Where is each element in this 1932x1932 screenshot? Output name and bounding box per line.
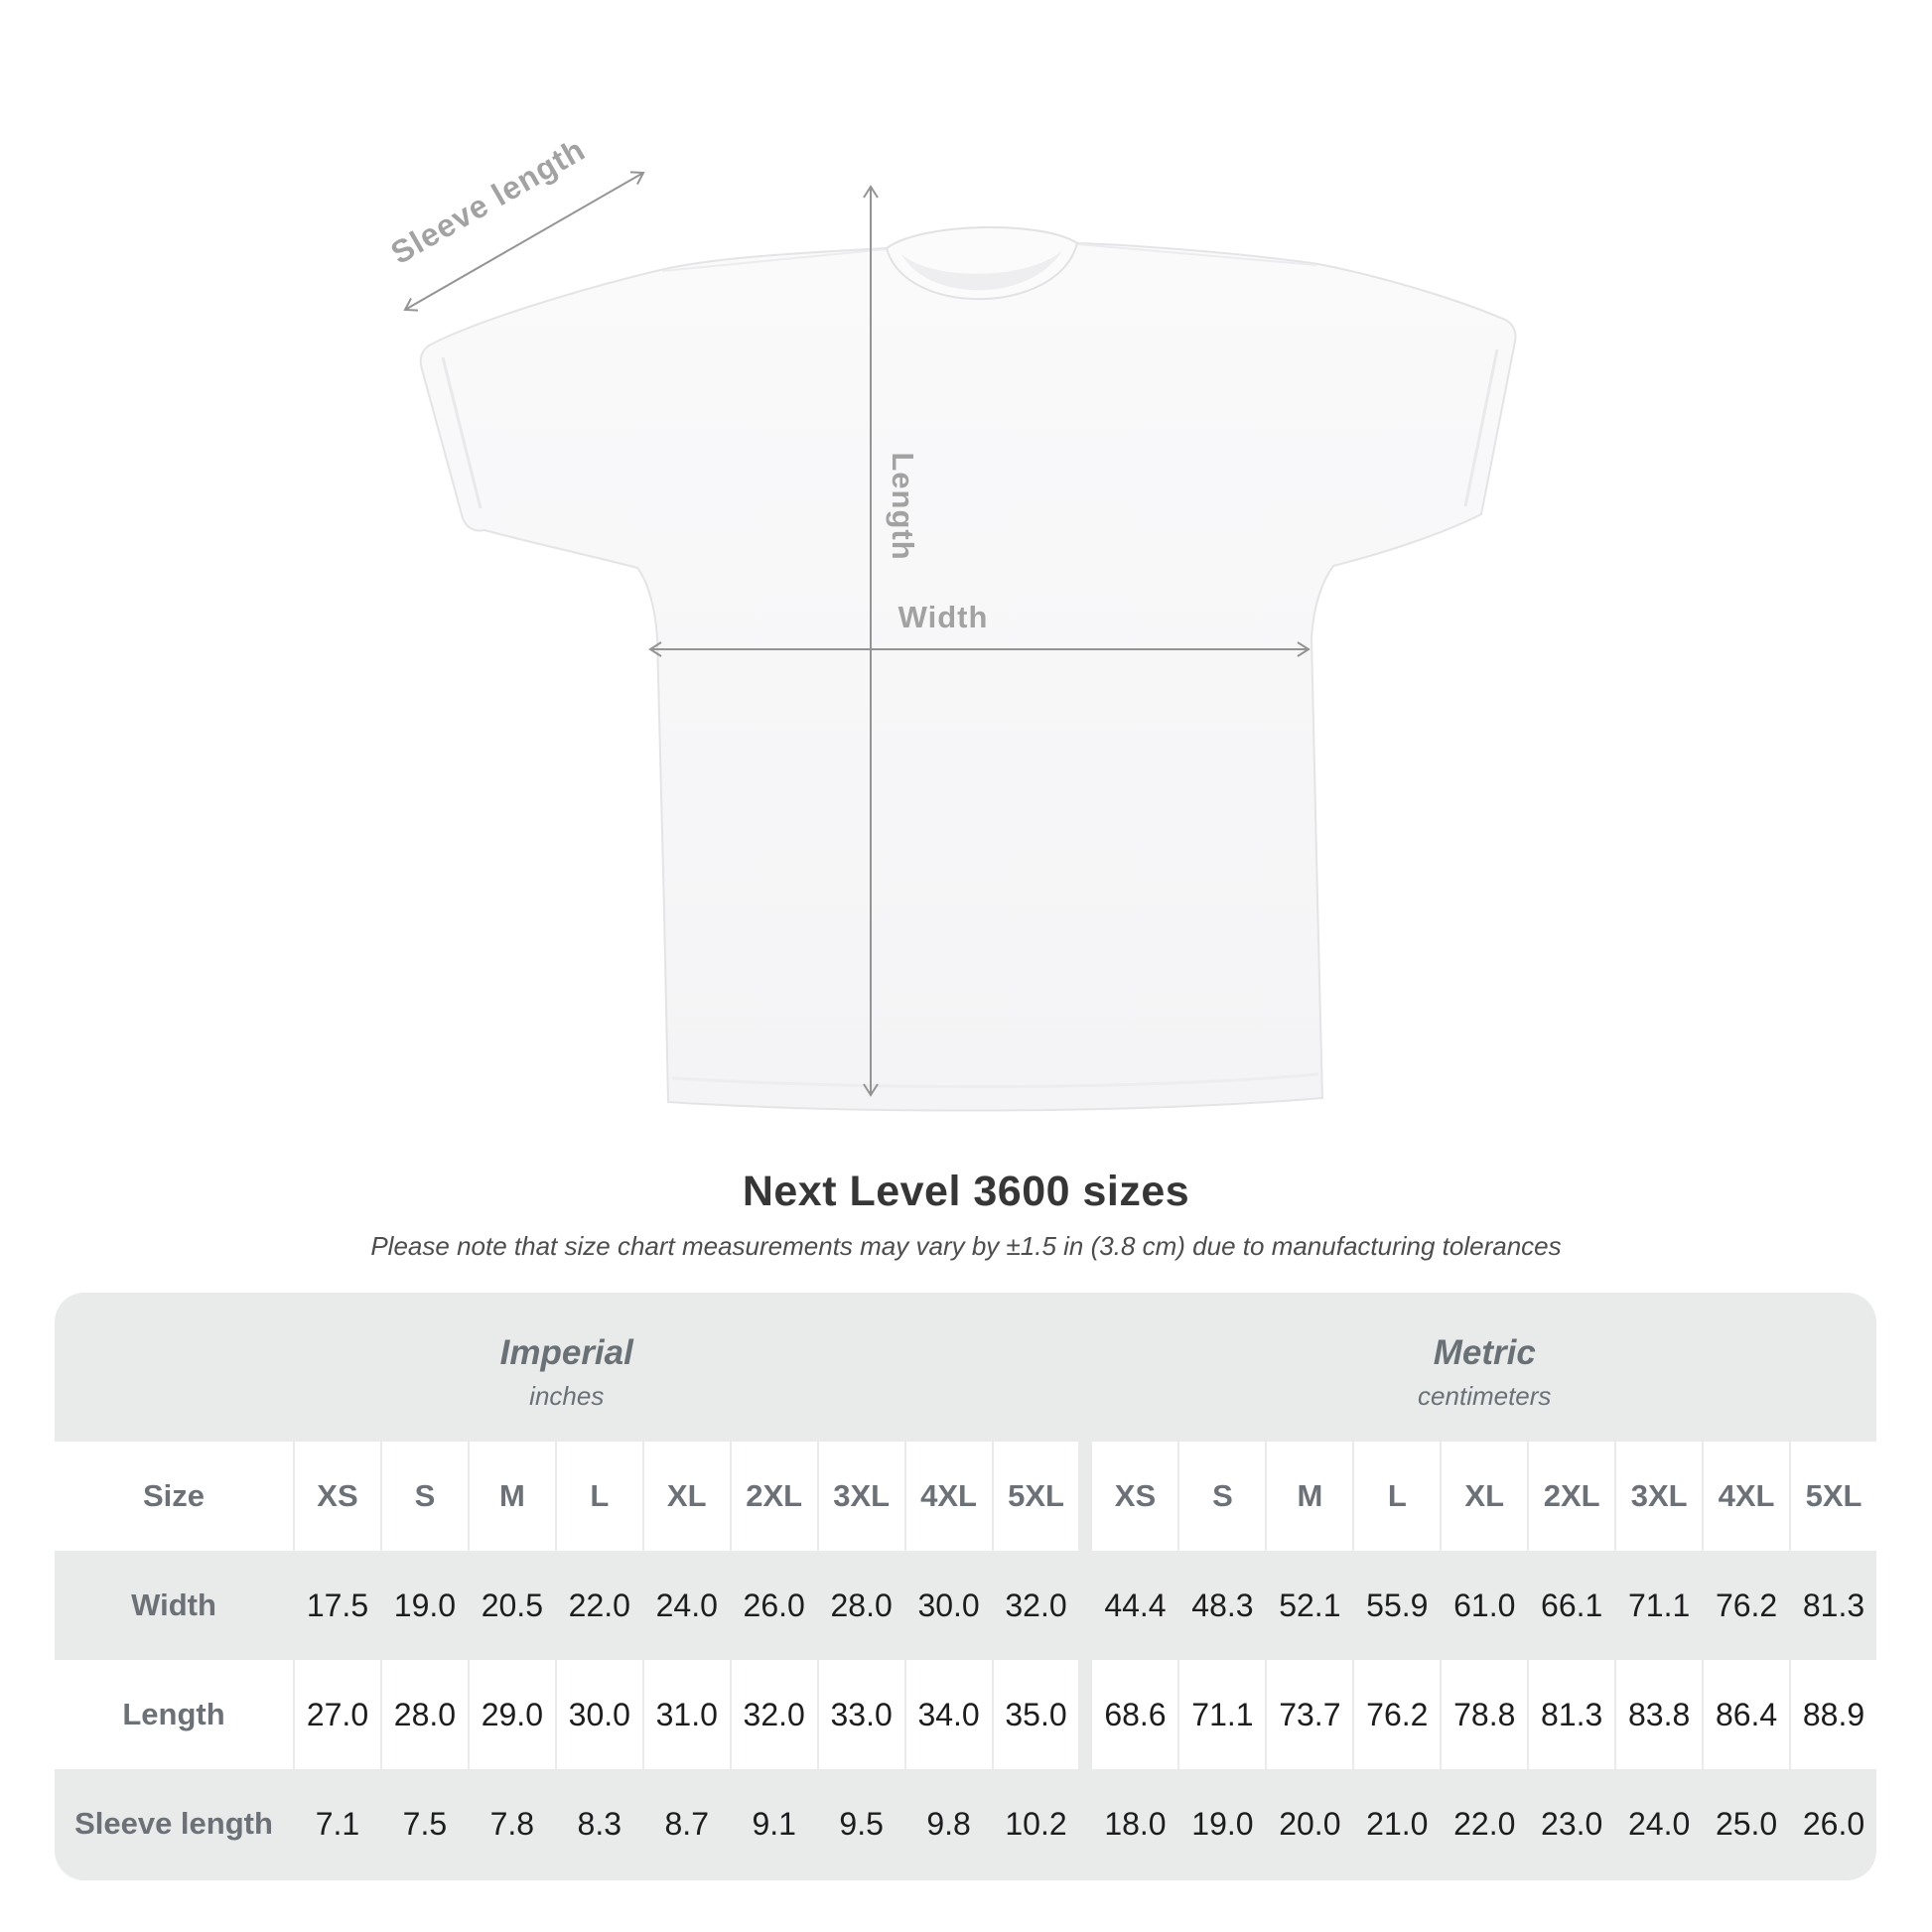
length-imperial-value: 30.0: [557, 1660, 642, 1769]
page-title: Next Level 3600 sizes: [742, 1168, 1190, 1215]
imperial-group-header: [55, 1293, 1079, 1442]
tolerance-note: Please note that size chart measurements may vary by ±1.5 in (3.8 cm) due to manufacturing tolerances: [370, 1231, 1562, 1261]
width-row-label: Width: [131, 1587, 216, 1622]
size-col-metric-l: L: [1354, 1442, 1440, 1551]
sleeve-imperial-value: 7.8: [489, 1805, 535, 1842]
sleeve-imperial-value: 9.1: [752, 1805, 796, 1842]
width-imperial-value: 22.0: [568, 1587, 630, 1623]
width-imperial-value: 28.0: [830, 1587, 893, 1623]
size-col-imperial-s: S: [382, 1442, 468, 1551]
imperial-unit: inches: [529, 1380, 605, 1411]
size-col-imperial-5xl: 5XL: [994, 1442, 1079, 1551]
sleeve-imperial-value: 8.7: [664, 1805, 709, 1842]
width-imperial-value: 32.0: [1005, 1587, 1067, 1623]
size-col-imperial-m: M: [470, 1442, 555, 1551]
sleeve-length-label: Sleeve length: [384, 131, 592, 271]
sleeve-metric-value: 23.0: [1541, 1805, 1603, 1842]
length-row-label: Length: [55, 1660, 293, 1769]
width-imperial-value: 24.0: [655, 1587, 718, 1623]
width-metric-value: 71.1: [1627, 1587, 1691, 1623]
sleeve-metric-value: 21.0: [1366, 1805, 1429, 1842]
size-col-imperial-xl: XL: [644, 1442, 730, 1551]
sleeve-metric-value: 22.0: [1453, 1805, 1516, 1842]
group-divider: [1080, 1442, 1090, 1551]
length-metric-value: 83.8: [1616, 1660, 1702, 1769]
tshirt-measurement-diagram: [377, 119, 1549, 1142]
width-metric-value: 81.3: [1802, 1587, 1865, 1623]
length-metric-value: 86.4: [1704, 1660, 1789, 1769]
size-col-imperial-xs: XS: [295, 1442, 380, 1551]
size-col-metric-3xl: 3XL: [1616, 1442, 1702, 1551]
imperial-label: Imperial: [499, 1332, 633, 1372]
length-imperial-value: 35.0: [994, 1660, 1079, 1769]
length-metric-value: 78.8: [1442, 1660, 1527, 1769]
size-col-imperial-3xl: 3XL: [819, 1442, 904, 1551]
size-col-metric-xl: XL: [1442, 1442, 1527, 1551]
sleeve-length-row: [55, 1769, 1876, 1878]
length-label: Length: [886, 452, 920, 561]
sleeve-imperial-value: 9.8: [926, 1805, 971, 1842]
sleeve-imperial-value: 8.3: [577, 1805, 622, 1842]
sleeve-imperial-value: 7.1: [315, 1805, 360, 1842]
width-imperial-value: 17.5: [306, 1587, 369, 1623]
tshirt-illustration: [377, 119, 1549, 1142]
length-imperial-value: 27.0: [295, 1660, 380, 1769]
width-metric-value: 61.0: [1453, 1587, 1516, 1623]
sleeve-imperial-value: 9.5: [839, 1805, 884, 1842]
length-metric-value: 71.1: [1179, 1660, 1265, 1769]
width-metric-value: 44.4: [1104, 1587, 1167, 1623]
length-imperial-value: 28.0: [382, 1660, 468, 1769]
length-imperial-value: 33.0: [819, 1660, 904, 1769]
size-col-imperial-l: L: [557, 1442, 642, 1551]
size-col-imperial-2xl: 2XL: [732, 1442, 817, 1551]
size-col-metric-5xl: 5XL: [1791, 1442, 1876, 1551]
group-divider: [1080, 1769, 1090, 1878]
width-row: [55, 1551, 1876, 1660]
size-header: Size: [55, 1442, 293, 1551]
size-col-metric-2xl: 2XL: [1529, 1442, 1614, 1551]
length-metric-value: 88.9: [1791, 1660, 1876, 1769]
sleeve-metric-value: 24.0: [1627, 1805, 1691, 1842]
width-metric-value: 48.3: [1191, 1587, 1254, 1623]
group-divider: [1080, 1660, 1090, 1769]
width-imperial-value: 20.5: [481, 1587, 543, 1623]
width-imperial-value: 19.0: [393, 1587, 457, 1623]
width-imperial-value: 26.0: [743, 1587, 805, 1623]
length-imperial-value: 32.0: [732, 1660, 817, 1769]
tshirt-shape: [421, 227, 1516, 1111]
length-imperial-value: 34.0: [906, 1660, 992, 1769]
sleeve-imperial-value: 10.2: [1005, 1805, 1067, 1842]
group-divider: [1080, 1551, 1090, 1660]
length-metric-value: 73.7: [1267, 1660, 1352, 1769]
size-col-metric-4xl: 4XL: [1704, 1442, 1789, 1551]
width-label: Width: [897, 600, 989, 634]
size-table: [55, 1293, 1876, 1880]
length-metric-value: 76.2: [1354, 1660, 1440, 1769]
sleeve-length-row-label: Sleeve length: [74, 1806, 273, 1841]
width-metric-value: 66.1: [1541, 1587, 1603, 1623]
width-metric-value: 55.9: [1366, 1587, 1429, 1623]
length-imperial-value: 31.0: [644, 1660, 730, 1769]
size-col-metric-s: S: [1179, 1442, 1265, 1551]
size-col-metric-m: M: [1267, 1442, 1352, 1551]
length-row: [55, 1660, 1876, 1769]
sleeve-metric-value: 25.0: [1715, 1805, 1778, 1842]
width-metric-value: 52.1: [1279, 1587, 1341, 1623]
sleeve-metric-value: 20.0: [1279, 1805, 1341, 1842]
metric-label: Metric: [1433, 1332, 1536, 1372]
size-col-imperial-4xl: 4XL: [906, 1442, 992, 1551]
width-imperial-value: 30.0: [917, 1587, 980, 1623]
unit-group-row: [55, 1293, 1876, 1442]
metric-group-header: [1093, 1293, 1877, 1442]
sleeve-metric-value: 18.0: [1104, 1805, 1167, 1842]
length-metric-value: 68.6: [1092, 1660, 1177, 1769]
length-metric-value: 81.3: [1529, 1660, 1614, 1769]
sleeve-imperial-value: 7.5: [402, 1805, 448, 1842]
metric-unit: centimeters: [1418, 1380, 1552, 1411]
size-header-row: [55, 1442, 1876, 1551]
sleeve-metric-value: 26.0: [1802, 1805, 1865, 1842]
width-metric-value: 76.2: [1715, 1587, 1778, 1623]
length-imperial-value: 29.0: [470, 1660, 555, 1769]
size-col-metric-xs: XS: [1092, 1442, 1177, 1551]
sleeve-metric-value: 19.0: [1191, 1805, 1254, 1842]
